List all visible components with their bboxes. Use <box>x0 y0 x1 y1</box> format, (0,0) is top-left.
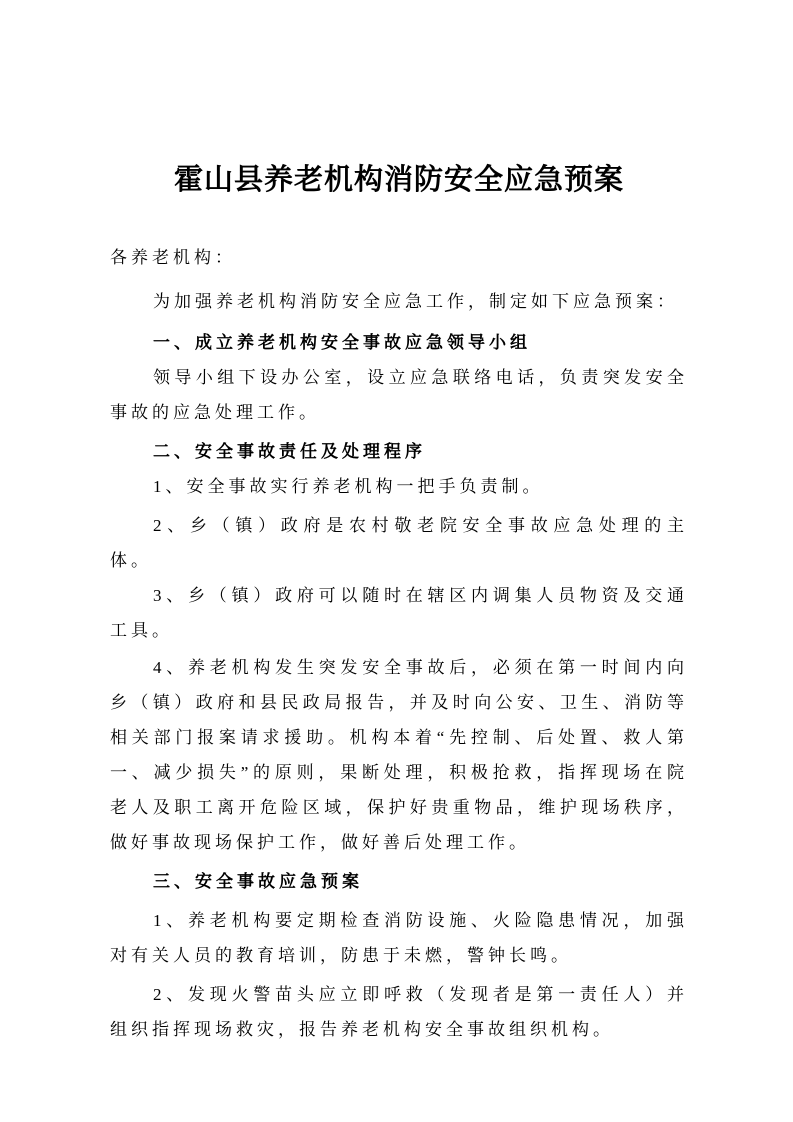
document-title: 霍山县养老机构消防安全应急预案 <box>173 164 624 196</box>
section-2-item-4: 4、养老机构发生突发安全事故后，必须在第一时间内向乡（镇）政府和县民政局报告，并及时向公安、卫生、消防等相关部门报案请求援助。机构本着“先控制、后处置、救人第一、减少损失”的原则，果断处理，积极抢救，指挥现场在院老人及职工离开危险区域，保护好贵重物品，维护现场秩序，做好事故现场保护工作，做好善后处理工作。 <box>110 658 688 852</box>
intro-paragraph: 为加强养老机构消防安全应急工作，制定如下应急预案： <box>153 292 678 311</box>
section-2-item-2: 2、乡（镇）政府是农村敬老院安全事故应急处理的主体。 <box>110 516 688 570</box>
section-3-item-1: 1、养老机构要定期检查消防设施、火险隐患情况，加强对有关人员的教育培训，防患于未燃，警钟长鸣。 <box>110 911 688 965</box>
section-3-item-2: 2、发现火警苗头应立即呼救（发现者是第一责任人）并组织指挥现场救灾，报告养老机构安全事故组织机构。 <box>110 985 688 1039</box>
section-2-item-3: 3、乡（镇）政府可以随时在辖区内调集人员物资及交通工具。 <box>110 586 688 640</box>
salutation-line: 各养老机构： <box>110 248 236 267</box>
document-body <box>110 240 688 1047</box>
section-heading-1: 一、成立养老机构安全事故应急领导小组 <box>153 333 531 352</box>
section-heading-2: 二、安全事故责任及处理程序 <box>153 442 426 461</box>
section-1-paragraph: 领导小组下设办公室，设立应急联络电话，负责突发安全事故的应急处理工作。 <box>110 368 688 422</box>
section-heading-3: 三、安全事故应急预案 <box>153 872 363 891</box>
section-2-item-1: 1、安全事故实行养老机构一把手负责制。 <box>153 477 544 496</box>
